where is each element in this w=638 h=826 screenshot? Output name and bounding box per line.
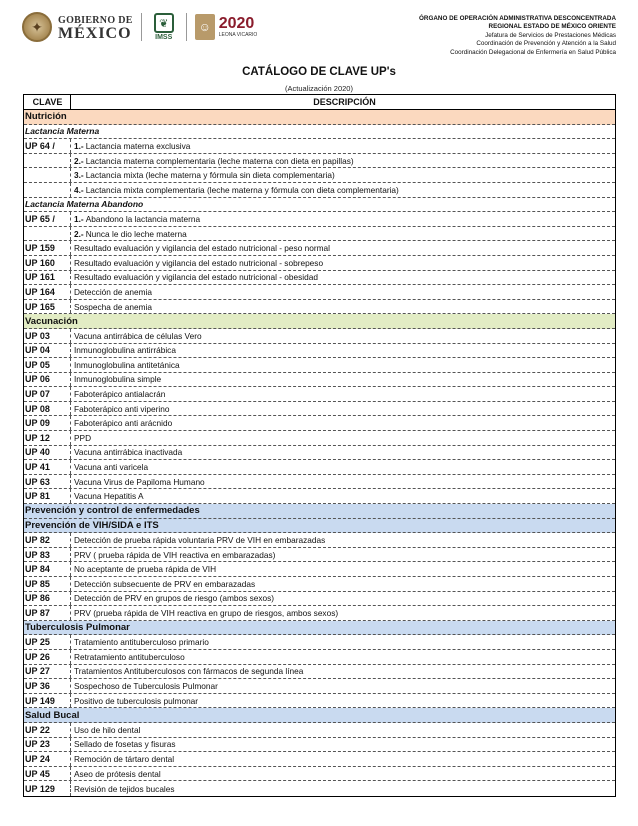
table-row	[24, 183, 615, 198]
row-desc: Remoción de tártaro dental	[74, 753, 175, 764]
row-key: UP 85	[24, 577, 71, 591]
row-desc: PRV ( prueba rápida de VIH reactiva en embarazadas)	[74, 549, 276, 560]
year-text: 2020	[218, 15, 255, 32]
row-key: UP 159	[24, 241, 71, 255]
row-key: UP 24	[24, 752, 71, 766]
table-row	[24, 723, 615, 738]
row-desc: Detección subsecuente de PRV en embarazadas	[74, 578, 256, 589]
row-key: UP 82	[24, 533, 71, 547]
row-desc: Retratamiento antituberculoso	[74, 651, 185, 662]
row-desc: Resultado evaluación y vigilancia del estado nutricional - obesidad	[74, 272, 318, 283]
row-key: UP 164	[24, 285, 71, 299]
table-row	[24, 373, 615, 388]
table-row	[24, 431, 615, 446]
org-line: ÓRGANO DE OPERACIÓN ADMINISTRATIVA DESCONCENTRADA	[419, 15, 616, 22]
table-row	[24, 358, 615, 373]
row-desc: 1.- Abandono la lactancia materna	[74, 213, 201, 224]
row-desc: 2.- Lactancia materna complementaria (leche materna con dieta en papillas)	[74, 155, 354, 166]
page-header	[0, 0, 638, 58]
org-line: Coordinación Delegacional de Enfermería en Salud Pública	[450, 48, 616, 56]
row-desc: 4.- Lactancia mixta complementaria (leche materna y fórmula con dieta complementaria)	[74, 184, 399, 195]
table-row	[24, 562, 615, 577]
row-desc: Inmunoglobulina antirrábica	[74, 345, 176, 356]
table-row	[24, 781, 615, 796]
table-row	[24, 738, 615, 753]
row-desc: Resultado evaluación y vigilancia del estado nutricional - peso normal	[74, 243, 330, 254]
year-logo	[195, 14, 258, 40]
subsection-header: Lactancia Materna Abandono	[24, 198, 615, 213]
row-key: UP 03	[24, 329, 71, 343]
table-row	[24, 475, 615, 490]
row-desc: Faboterápico anti arácnido	[74, 418, 173, 429]
mexico-seal-icon: ✦	[22, 12, 52, 42]
table-row	[24, 533, 615, 548]
table-row	[24, 606, 615, 621]
row-key: UP 26	[24, 650, 71, 664]
table-row	[24, 548, 615, 563]
row-desc: PRV (prueba rápida de VIH reactiva en grupo de riesgos, ambos sexos)	[74, 607, 339, 618]
table-row	[24, 679, 615, 694]
table-row	[24, 168, 615, 183]
row-key: UP 12	[24, 431, 71, 445]
section-header: Tuberculosis Pulmonar	[24, 621, 615, 636]
imss-logo	[150, 12, 178, 42]
row-key: UP 165	[24, 300, 71, 314]
row-desc: 1.- Lactancia materna exclusiva	[74, 140, 191, 151]
logo-divider	[186, 13, 187, 41]
row-desc: Sellado de fosetas y fisuras	[74, 739, 176, 750]
row-desc: Inmunoglobulina simple	[74, 374, 162, 385]
row-desc: Faboterápico anti viperino	[74, 403, 170, 414]
row-key: UP 86	[24, 592, 71, 606]
org-line: Jefatura de Servicios de Prestaciones Médicas	[485, 31, 616, 39]
row-key: UP 40	[24, 446, 71, 460]
section-header: Vacunación	[24, 314, 615, 329]
table-row	[24, 767, 615, 782]
organization-block	[419, 15, 616, 57]
table-row	[24, 694, 615, 709]
table-row	[24, 139, 615, 154]
row-desc: Aseo de prótesis dental	[74, 768, 161, 779]
row-key: UP 161	[24, 271, 71, 285]
row-key: UP 22	[24, 723, 71, 737]
row-key: UP 04	[24, 344, 71, 358]
portrait-icon: ☺	[195, 14, 215, 40]
table-row	[24, 416, 615, 431]
row-key: UP 08	[24, 402, 71, 416]
section-header: Nutrición	[24, 110, 615, 125]
table-row	[24, 300, 615, 315]
row-key: UP 84	[24, 562, 71, 576]
row-key: UP 05	[24, 358, 71, 372]
row-key: UP 63	[24, 475, 71, 489]
table-row	[24, 635, 615, 650]
row-key	[24, 168, 71, 182]
row-key: UP 09	[24, 416, 71, 430]
row-desc: 2.- Nunca le dio leche materna	[74, 228, 187, 239]
table-row	[24, 241, 615, 256]
table-row	[24, 329, 615, 344]
row-key: UP 27	[24, 665, 71, 679]
subsection-header: Lactancia Materna	[24, 125, 615, 140]
table-header	[24, 95, 615, 110]
year-subtext: LEONA VICARIO	[218, 32, 258, 38]
row-key: UP 83	[24, 548, 71, 562]
row-desc: PPD	[74, 432, 92, 443]
row-key: UP 81	[24, 489, 71, 503]
row-desc: Inmunoglobulina antitetánica	[74, 359, 180, 370]
row-desc: Tratamiento antituberculoso primario	[74, 637, 209, 648]
row-desc: Revisión de tejidos bucales	[74, 783, 175, 794]
row-desc: Tratamientos Antituberculosos con fármacos de segunda línea	[74, 666, 304, 677]
row-key	[24, 183, 71, 197]
org-line: Coordinación de Prevención y Atención a la Salud	[476, 40, 616, 48]
row-desc: 3.- Lactancia mixta (leche materna y fórmula sin dieta complementaria)	[74, 170, 335, 181]
row-key	[24, 154, 71, 168]
table-row	[24, 752, 615, 767]
row-key: UP 45	[24, 767, 71, 781]
imss-emblem-icon: ❦	[154, 13, 174, 33]
row-key	[24, 227, 71, 241]
table-row	[24, 285, 615, 300]
row-key: UP 87	[24, 606, 71, 620]
column-header-desc: DESCRIPCIÓN	[313, 97, 376, 107]
row-key: UP 65 /	[24, 212, 71, 226]
gob-line1: GOBIERNO DE	[58, 15, 133, 26]
row-key: UP 149	[24, 694, 71, 708]
row-desc: Vacuna antirrábica de células Vero	[74, 330, 202, 341]
section-header: Prevención de VIH/SIDA e ITS	[24, 519, 615, 534]
imss-label: IMSS	[155, 34, 173, 41]
org-line: REGIONAL ESTADO DE MÉXICO ORIENTE	[488, 23, 616, 31]
section-header: Salud Bucal	[24, 708, 615, 723]
row-desc: Vacuna anti varicela	[74, 462, 149, 473]
table-row	[24, 344, 615, 359]
table-row	[24, 650, 615, 665]
table-row	[24, 212, 615, 227]
row-desc: Detección de prueba rápida voluntaria PRV de VIH en embarazadas	[74, 535, 326, 546]
table-row	[24, 387, 615, 402]
table-row	[24, 446, 615, 461]
row-key: UP 36	[24, 679, 71, 693]
row-desc: Vacuna antirrábica inactivada	[74, 447, 183, 458]
table-row	[24, 592, 615, 607]
row-key: UP 23	[24, 738, 71, 752]
row-desc: Resultado evaluación y vigilancia del estado nutricional - sobrepeso	[74, 257, 324, 268]
catalog-table	[23, 94, 616, 797]
row-key: UP 25	[24, 635, 71, 649]
row-key: UP 41	[24, 460, 71, 474]
table-row	[24, 154, 615, 169]
row-key: UP 129	[24, 781, 71, 796]
column-header-key: CLAVE	[24, 95, 71, 109]
row-key: UP 06	[24, 373, 71, 387]
logo-divider	[141, 13, 142, 41]
table-row	[24, 489, 615, 504]
table-row	[24, 665, 615, 680]
row-desc: Vacuna Virus de Papiloma Humano	[74, 476, 205, 487]
table-row	[24, 577, 615, 592]
row-key: UP 07	[24, 387, 71, 401]
row-desc: Vacuna Hepatitis A	[74, 491, 144, 502]
row-desc: Positivo de tuberculosis pulmonar	[74, 695, 199, 706]
row-desc: Sospechoso de Tuberculosis Pulmonar	[74, 680, 218, 691]
table-row	[24, 271, 615, 286]
row-desc: Detección de PRV en grupos de riesgo (ambos sexos)	[74, 593, 275, 604]
row-desc: Uso de hilo dental	[74, 724, 141, 735]
page-subtitle: (Actualización 2020)	[285, 84, 353, 93]
logos	[22, 12, 257, 42]
page-title: CATÁLOGO DE CLAVE UP's	[242, 66, 396, 78]
section-header: Prevención y control de enfermedades	[24, 504, 615, 519]
gobierno-logo	[58, 14, 133, 40]
table-row	[24, 256, 615, 271]
gob-line2: MÉXICO	[58, 25, 132, 42]
row-desc: Sospecha de anemia	[74, 301, 152, 312]
row-desc: Faboterápico antialacrán	[74, 389, 166, 400]
row-desc: Detección de anemia	[74, 286, 152, 297]
table-row	[24, 460, 615, 475]
row-desc: No aceptante de prueba rápida de VIH	[74, 564, 217, 575]
row-key: UP 160	[24, 256, 71, 270]
row-key: UP 64 /	[24, 139, 71, 153]
table-row	[24, 402, 615, 417]
table-row	[24, 227, 615, 242]
